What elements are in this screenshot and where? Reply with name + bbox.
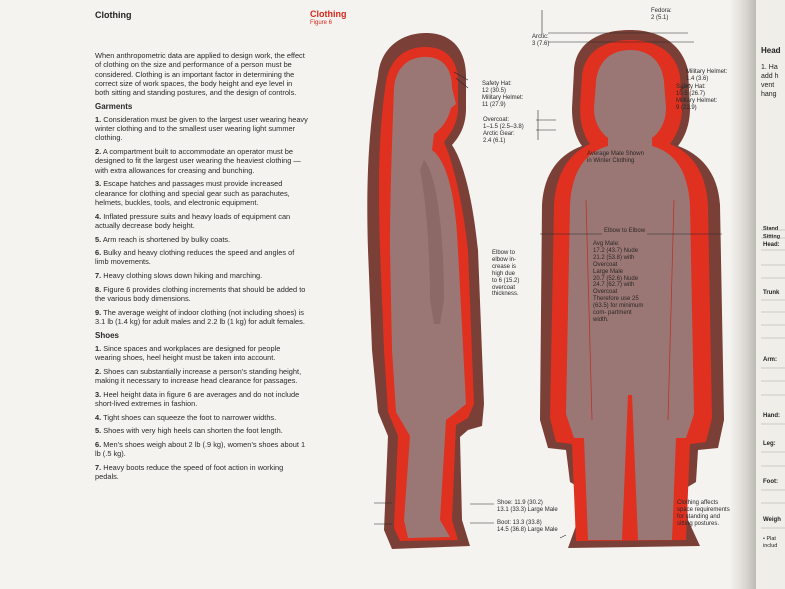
garments-heading: Garments (95, 101, 133, 111)
item-number: 2. (95, 366, 102, 376)
facing-label: • Plat includ (763, 536, 778, 549)
item-number: 4. (95, 211, 102, 221)
item-number: 1. (95, 114, 102, 124)
intro-paragraph: When anthropometric data are applied to design work, the effect of clothing on the size and performance of a person must be considered. Clothing is an important factor in determining the correct size of work spaces, the body height and eye level in both sitting and standing postures, and the design of controls. (95, 51, 305, 98)
item-text: Heavy boots reduce the speed of foot action in working pedals. (95, 462, 284, 482)
item-number: 4. (95, 412, 102, 422)
item-number: 2. (95, 146, 102, 156)
item-text: Since spaces and workplaces are designed for people wearing shoes, heel height must be taken into account. (95, 343, 281, 362)
facing-text: 1. Ha add h vent hang (761, 64, 779, 98)
item-text: Shoes with very high heels can shorten the foot length. (103, 426, 283, 436)
shoe-label: Shoe: 11.9 (30.2) 13.1 (33.3) Large Male (497, 500, 558, 513)
item-text: Tight shoes can squeeze the foot to narrower widths. (103, 412, 277, 422)
facing-heading: Head (761, 46, 781, 55)
fedora-label: Fedora: 2 (5.1) (651, 8, 672, 21)
facing-label: Weigh (763, 517, 781, 523)
section-title: Clothing (95, 10, 132, 20)
item-number: 3. (95, 179, 102, 189)
clothing-affects-label: Clothing affects space requirements for standing and sitting postures. (677, 500, 730, 527)
item-text: Men’s shoes weigh about 2 lb (.9 kg), women’s shoes about 1 lb (.5 kg). (95, 439, 306, 459)
item-text: The average weight of indoor clothing (not including shoes) is 3.1 lb (1.4 kg) for adult males and 2.2 lb (1 kg) for adult females. (95, 307, 305, 327)
item-number: 6. (95, 248, 102, 258)
elbow-note-label: Elbow to elbow in- crease is high due to 6 (15.2) overcoat thickness. (492, 250, 520, 298)
shoes-heading: Shoes (95, 330, 120, 340)
item-text: Consideration must be given to the largest user wearing heavy winter clothing and to the smallest user wearing light summer clothing. (95, 114, 308, 143)
facing-page (756, 0, 785, 589)
item-text: A compartment built to accommodate an operator must be designed to fit the largest user wearing the heaviest clothing — with extra allowances for creasing and bunching. (95, 146, 301, 175)
average-male-label: Average Male Shown in Winter Clothing (587, 151, 644, 164)
facing-label: Head: (763, 242, 780, 248)
elbow-to-elbow-label: Elbow to Elbow (604, 228, 646, 234)
item-number: 3. (95, 389, 102, 399)
elbow-data-label: Avg Male: 17.2 (43.7) Nude 21.2 (53.8) with Overcoat Large Male 20.7 (52.6) Nude 24.7 (62.7) with Overcoat Therefore use 25 (63.5) for minimum com- partment width. (593, 241, 644, 323)
item-number: 7. (95, 271, 102, 281)
facing-label: Foot: (763, 479, 778, 485)
facing-label: Leg: (763, 441, 776, 447)
item-number: 6. (95, 439, 102, 449)
item-text: Arm reach is shortened by bulky coats. (102, 234, 231, 244)
safety-hat-right-label: Safety Hat: 10.5 (26.7) Military Helmet: 9 (22.9) (676, 84, 718, 111)
facing-label: Stand (763, 226, 779, 232)
item-number: 7. (95, 462, 102, 472)
item-number: 9. (95, 307, 102, 317)
military-helmet-label: Military Helmet: 1.4 (3.6) (686, 69, 728, 82)
facing-rules (756, 0, 785, 589)
item-number: 1. (95, 343, 102, 353)
item-text: Heel height data in figure 6 are averages and do not include short-lived extremes in fashion. (95, 389, 300, 408)
item-number: 5. (95, 234, 102, 244)
item-text: Escape hatches and passages must provide increased clearance for clothing and special gear such as parachutes, helmets, buckles, tools, and electronic equipment. (95, 179, 290, 207)
facing-label: Sitting (763, 234, 781, 240)
arctic-label: Arctic: 3 (7.6) (532, 34, 550, 47)
facing-label: Arm: (763, 357, 778, 363)
item-text: Figure 6 provides clothing increments that should be added to the various body dimensions. (95, 284, 306, 304)
item-text: Bulky and heavy clothing reduces the speed and angles of limb movements. (95, 248, 295, 267)
item-text: Heavy clothing slows down hiking and marching. (103, 271, 263, 281)
facing-label: Hand: (763, 413, 780, 419)
item-number: 8. (95, 284, 102, 294)
figure-subtitle: Figure 6 (310, 20, 333, 26)
item-text: Inflated pressure suits and heavy loads of equipment can actually decrease body height. (95, 211, 291, 230)
boot-label: Boot: 13.3 (33.8) 14.5 (36.8) Large Male (497, 520, 558, 533)
safety-hat-left-label: Safety Hat: 12 (30.5) Military Helmet: 11 (27.9) (482, 81, 524, 108)
item-text: Shoes can substantially increase a person’s standing height, making it necessary to increase head clearance for passages. (95, 366, 302, 385)
item-number: 5. (95, 426, 102, 436)
facing-label: Trunk (763, 290, 780, 296)
figure-title: Clothing (310, 9, 347, 19)
overcoat-label: Overcoat: 1–1.5 (2.5–3.8) Arctic Gear: 2.4 (6.1) (483, 117, 524, 144)
